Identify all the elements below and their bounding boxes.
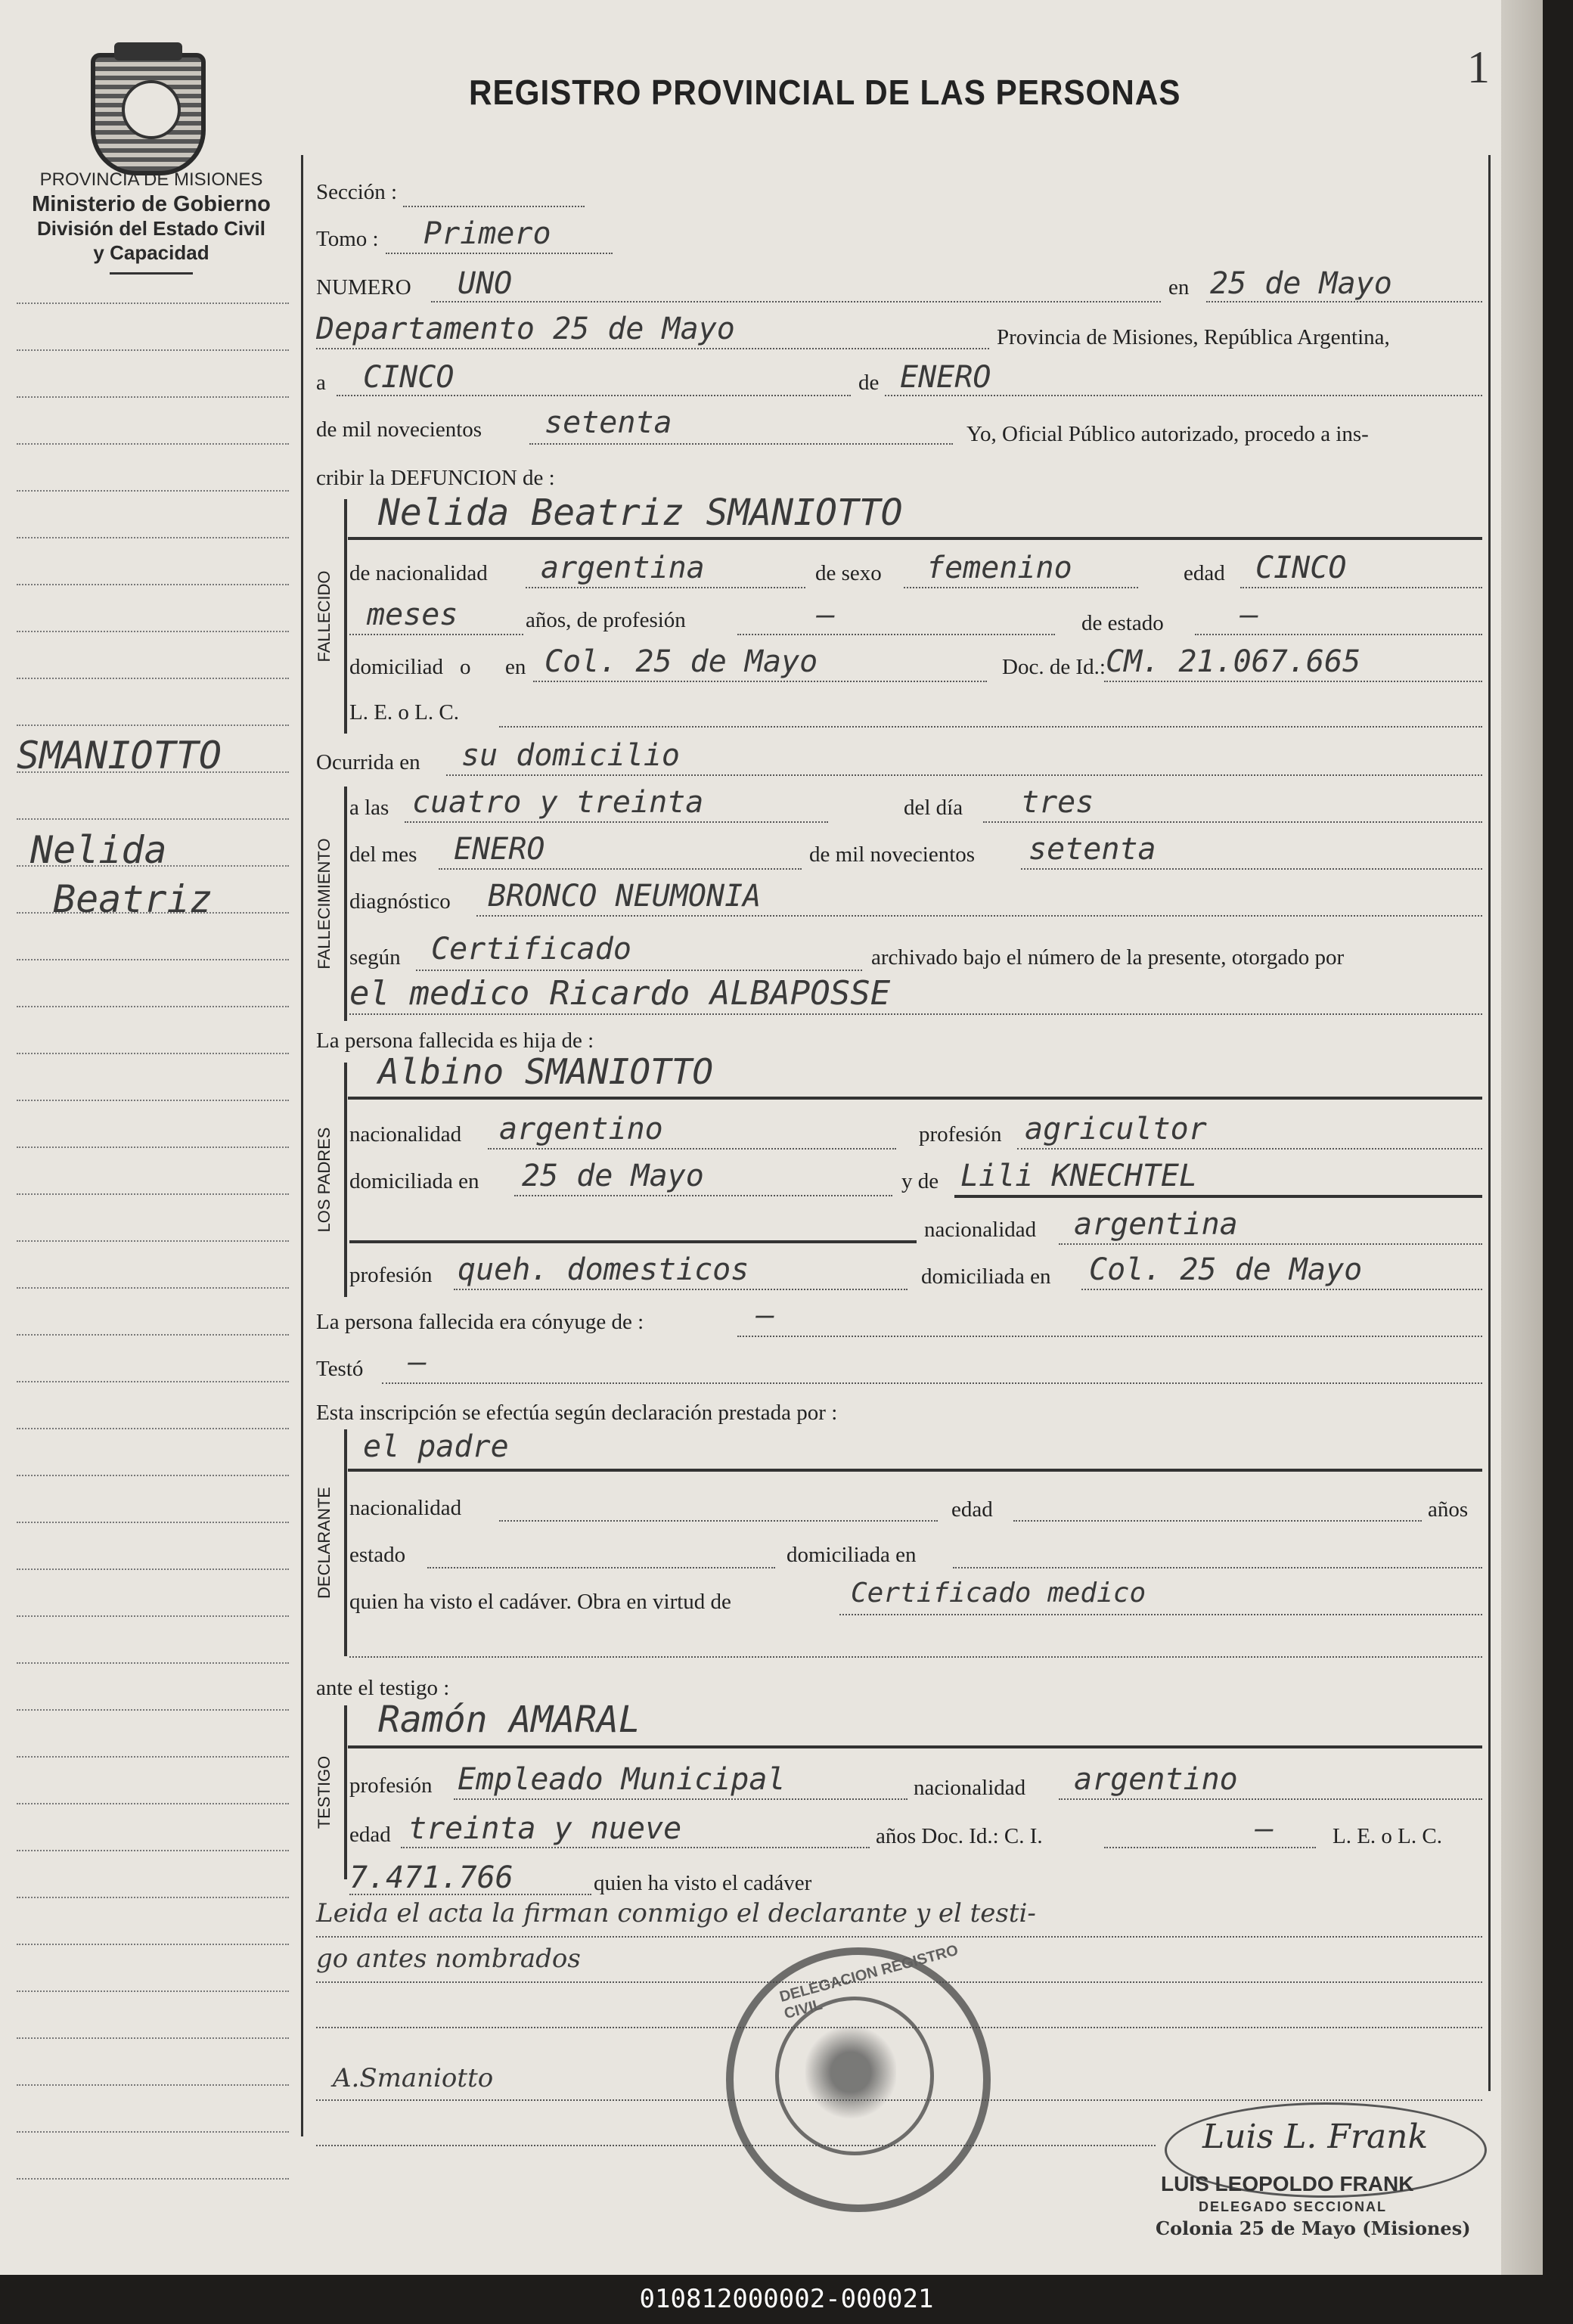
section-label-declarante: DECLARANTE [315,1487,334,1599]
agency-line1: PROVINCIA DE MISIONES [39,169,263,190]
label-tomo: Tomo : [316,227,379,251]
line-nacionalidad [526,587,805,588]
label-anos-profesion: años, de profesión [526,608,686,632]
margin-dotted-line [17,1193,289,1195]
line-mes-fall [439,868,802,870]
label-t-profesion: profesión [349,1773,433,1798]
value-tomo: Primero [424,216,551,251]
agency-block [0,168,302,275]
margin-dotted-line [17,584,289,585]
line-sexo [904,587,1138,588]
line-t-ci [1104,1847,1316,1848]
signatory-name: LUIS LEOPOLDO FRANK [1161,2172,1414,2195]
label-de-mil2: de mil novecientos [809,842,976,867]
margin-dotted-line [17,1615,289,1617]
margin-dotted-line [17,1287,289,1289]
line-anio-fall [1021,868,1482,870]
line-diagnostico [476,915,1482,917]
label-domiciliada-en: domiciliada en [349,1169,479,1193]
section-fallecimiento [306,787,352,1021]
page-number: 1 [1467,42,1490,92]
value-t-edad: treinta y nueve [408,1811,682,1846]
margin-dotted-line [17,1146,289,1148]
value-madre-dom: Col. 25 de Mayo [1089,1252,1363,1287]
value-mes: ENERO [900,360,991,395]
value-leida2: go antes nombrados [316,1944,581,1974]
line-mes [885,395,1482,396]
line-padre [348,1097,1482,1100]
label-y-de: y de [901,1169,939,1193]
value-t-profesion: Empleado Municipal [458,1762,786,1797]
stamp-text: DELEGACION REGISTRO CIVIL [777,1941,960,2023]
value-mes-fall: ENERO [454,832,545,867]
value-padre: Albino SMANIOTTO [378,1051,714,1092]
label-a: a [316,371,326,395]
label-nac-padre: nacionalidad [349,1122,462,1146]
margin-dotted-line [17,959,289,960]
value-nombre: Nelida Beatriz SMANIOTTO [378,492,903,534]
margin-dotted-line [17,443,289,445]
value-numero: UNO [458,266,513,301]
margin-dotted-line [17,1100,289,1101]
signature-handwritten: Luis L. Frank [1202,2118,1429,2156]
label-de-mil: de mil novecientos [316,417,482,442]
label-nac-madre: nacionalidad [924,1218,1037,1242]
value-domicilio: Col. 25 de Mayo [544,644,818,679]
margin-dotted-line [17,1709,289,1711]
label-t-nac: nacionalidad [914,1776,1026,1800]
line-decl-extra [349,1656,1482,1658]
section-label-testigo: TESTIGO [315,1755,334,1829]
line-decl-edad [1013,1520,1422,1522]
label-del-mes: del mes [349,842,417,867]
value-padre-prof: agricultor [1025,1112,1207,1146]
margin-dotted-line [17,349,289,351]
line-t-doc-num [349,1894,591,1895]
line-leida1 [316,1936,1482,1938]
section-fallecido [306,499,352,734]
right-frame-line [1488,155,1491,2091]
value-diagnostico: BRONCO NEUMONIA [488,879,762,914]
label-decl-edad: edad [951,1497,993,1522]
label-profesion-madre: profesión [349,1263,433,1287]
label-domiciliada-en2: domiciliada en [921,1264,1051,1289]
line-padre-nac [488,1148,896,1150]
margin-dotted-line [17,1475,289,1476]
label-diagnostico: diagnóstico [349,889,451,914]
margin-dotted-line [17,1053,289,1054]
line-leolc [499,726,1482,728]
margin-dotted-line [17,1240,289,1242]
signatory-role: DELEGADO SECCIONAL [1199,2199,1388,2214]
line-profesion [737,634,1055,635]
value-testo: — [408,1345,427,1379]
value-doc: CM. 21.067.665 [1106,644,1361,679]
margin-dotted-line [17,1522,289,1523]
line-madre-dom [1081,1289,1482,1290]
label-sexo: de sexo [815,561,882,585]
line-blank2 [316,2145,1156,2146]
line-seccion [403,206,585,207]
margin-dotted-line [17,631,289,632]
margin-dotted-line [17,1568,289,1570]
value-hora: cuatro y treinta [412,785,704,820]
label-ocurrida: Ocurrida en [316,750,420,774]
label-numero: NUMERO [316,275,411,299]
value-madre-nac: argentina [1074,1207,1238,1242]
section-label-fallecimiento: FALLECIMIENTO [315,838,334,970]
value-segun: Certificado [431,932,631,967]
agency-line4: y Capacidad [93,241,209,264]
line-dia [337,395,851,396]
margin-surname: SMANIOTTO [17,734,222,777]
section-label-padres: LOS PADRES [315,1127,334,1233]
margin-name2: Beatriz [53,877,213,921]
label-hija-de: La persona fallecida es hija de : [316,1029,594,1053]
margin-dotted-line [17,1850,289,1851]
value-anio-fall: setenta [1028,832,1156,867]
section-label-fallecido: FALLECIDO [315,570,334,662]
margin-dotted-line [17,537,289,538]
value-madre-prof: queh. domesticos [458,1252,749,1287]
label-nacionalidad: de nacionalidad [349,561,488,585]
line-estado [1195,634,1482,635]
label-yo-oficial: Yo, Oficial Público autorizado, procedo a ins- [966,422,1369,446]
line-domicilio [533,681,987,682]
margin-dotted-line [17,303,289,304]
line-tomo [386,253,613,254]
label-decl-nac: nacionalidad [349,1496,462,1520]
margin-dotted-line [17,2178,289,2180]
value-departamento: Departamento 25 de Mayo [316,312,735,346]
value-ocurrida: su domicilio [461,738,680,773]
value-nacionalidad: argentina [541,551,705,585]
value-obra: Certificado medico [851,1578,1146,1609]
line-decl-nac [499,1520,938,1522]
line-ocurrida [446,774,1482,776]
margin-dotted-line [17,2037,289,2039]
margin-dotted-line [17,725,289,726]
value-edad: CINCO [1255,551,1347,585]
label-decl-dom: domiciliada en [786,1543,917,1567]
value-dia-fall: tres [1021,785,1094,820]
line-departamento [316,348,989,349]
line-padre-dom [514,1195,892,1196]
scan-footer-id: 010812000002-000021 [639,2284,934,2314]
label-domiciliad: domiciliad [349,655,444,679]
label-testo: Testó [316,1357,364,1381]
label-decl-anos: años [1428,1497,1469,1522]
line-padre-prof [1017,1148,1482,1150]
value-profesion: — [817,597,836,632]
province-crest-icon [91,53,206,175]
value-leida1: Leida el acta la firman conmigo el declarante y el testi- [316,1898,1036,1928]
margin-dotted-line [17,1662,289,1664]
label-del-dia: del día [904,796,963,820]
label-ante-testigo: ante el testigo : [316,1676,450,1700]
line-obra [839,1614,1482,1615]
line-hora [405,821,828,823]
label-en-dom: en [505,655,526,679]
margin-dotted-line [17,1897,289,1898]
page-binding-edge [1501,0,1543,2275]
line-segun [416,970,862,971]
line-doc [1104,681,1482,682]
value-padre-nac: argentino [499,1112,663,1146]
value-estado: — [1240,597,1259,632]
margin-dotted-line [17,1381,289,1382]
line-testo [382,1382,1482,1384]
label-segun: según [349,945,401,970]
margin-name1: Nelida [30,828,167,872]
margin-dotted-line [17,2131,289,2133]
line-otorgado-por [349,1013,1482,1015]
label-a-las: a las [349,796,389,820]
line-anio [529,443,953,445]
line-madre-b [349,1240,917,1243]
line-madre-prof [454,1289,908,1290]
line-numero [431,301,1161,303]
label-t-leolc: L. E. o L. C. [1333,1824,1442,1848]
value-madre: Lili KNECHTEL [960,1159,1198,1193]
label-seccion: Sección : [316,180,398,204]
line-dia-fall [983,821,1482,823]
line-edad [1240,587,1482,588]
line-madre-nac [1059,1243,1482,1245]
margin-dotted-line [17,490,289,492]
label-archivado: archivado bajo el número de la presente, otorgado por [871,945,1345,970]
line-declarante [348,1469,1482,1472]
margin-dotted-line [17,1803,289,1804]
agency-rule [110,272,193,275]
crest-band [114,42,182,61]
label-cribir: cribir la DEFUNCION de : [316,466,555,490]
agency-line3: División del Estado Civil [37,217,265,240]
label-estado: de estado [1081,611,1164,635]
value-anio: setenta [544,405,672,440]
label-decl-estado: estado [349,1543,406,1567]
margin-dotted-line [17,1334,289,1336]
margin-dotted-line [17,2084,289,2086]
value-edad-unidad: meses [367,597,458,632]
value-firma-declarante: A.Smaniotto [333,2063,494,2093]
line-madre-a [954,1195,1482,1198]
value-padre-dom: 25 de Mayo [522,1159,704,1193]
value-dia: CINCO [363,360,455,395]
page-title: REGISTRO PROVINCIAL DE LAS PERSONAS [469,73,1181,112]
value-otorgado-por: el medico Ricardo ALBAPOSSE [349,974,891,1013]
margin-dotted-line [17,818,289,820]
label-profesion-padre: profesión [919,1122,1002,1146]
section-declarante [306,1429,352,1656]
margin-dotted-line [17,1428,289,1429]
line-decl-estado [427,1567,775,1568]
value-declarante: el padre [363,1429,509,1464]
label-de: de [858,371,880,395]
signatory-place: Colonia 25 de Mayo (Misiones) [1156,2217,1471,2239]
margin-dotted-line [17,678,289,679]
line-nombre [348,537,1482,540]
margin-dotted-line [17,1990,289,1992]
value-conyuge: — [756,1298,775,1333]
label-decl-visto: quien ha visto el cadáver. Obra en virtud de [349,1590,731,1614]
label-t-visto: quien ha visto el cadáver [594,1871,812,1895]
label-t-edad: edad [349,1823,391,1847]
label-en: en [1168,275,1190,299]
value-t-nac: argentino [1074,1762,1238,1797]
value-sexo: femenino [926,551,1072,585]
value-testigo: Ramón AMARAL [378,1699,641,1741]
label-provincia: Provincia de Misiones, República Argentina, [997,325,1390,349]
label-inscripcion: Esta inscripción se efectúa según declaración prestada por : [316,1401,838,1425]
line-t-profesion [454,1798,908,1800]
value-t-doc-num: 7.471.766 [349,1860,513,1895]
line-decl-dom [953,1567,1482,1568]
margin-dotted-line [17,396,289,398]
line-conyuge [737,1336,1482,1337]
label-t-anos-doc: años Doc. Id.: C. I. [876,1824,1043,1848]
agency-line2: Ministerio de Gobierno [32,192,271,216]
margin-dotted-line [17,1944,289,1945]
section-testigo [306,1705,352,1879]
label-edad: edad [1184,561,1225,585]
section-padres [306,1063,352,1297]
crest-sun [122,80,181,139]
line-en [1206,301,1482,303]
line-testigo [348,1745,1482,1748]
margin-dotted-line [17,1756,289,1758]
value-en: 25 de Mayo [1210,266,1392,301]
left-frame-line [301,155,303,2136]
value-domiciliado-sufijo: o [460,655,471,679]
label-doc: Doc. de Id.: [1002,655,1106,679]
margin-dotted-line [17,1006,289,1007]
label-leolc: L. E. o L. C. [349,700,459,725]
value-t-ci: — [1255,1811,1274,1846]
line-t-edad [401,1847,870,1848]
line-t-nac [1059,1798,1482,1800]
label-conyuge: La persona fallecida era cónyuge de : [316,1310,644,1334]
official-stamp [726,1941,991,2212]
line-edad-unidad [349,634,523,635]
